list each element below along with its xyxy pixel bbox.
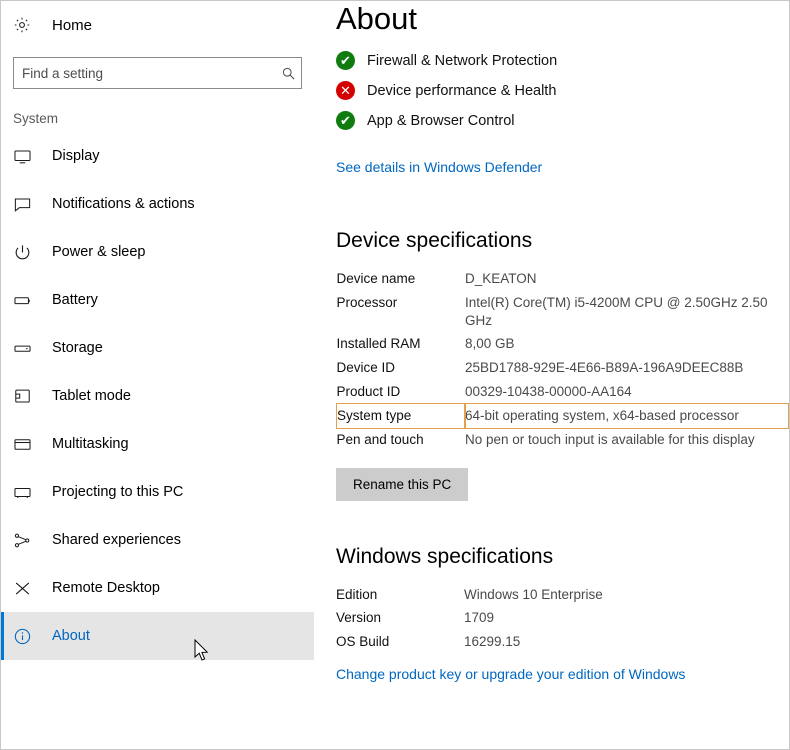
spec-key: System type [337, 404, 466, 428]
sidebar-item-tablet-wrap [1, 372, 314, 420]
power-icon [13, 243, 39, 262]
spec-key: Device ID [336, 360, 396, 376]
page-title: About [336, 1, 418, 36]
sidebar-item-about[interactable] [1, 612, 314, 660]
table-row-highlighted [337, 404, 788, 428]
sidebar-item-shared-experiences[interactable] [1, 516, 314, 564]
table-row [337, 428, 788, 452]
table-row [337, 332, 788, 356]
search-input[interactable] [14, 65, 275, 82]
sidebar-item-projecting-wrap [1, 468, 314, 516]
sidebar-item-power-sleep[interactable] [1, 228, 314, 276]
status-row[interactable] [336, 81, 789, 100]
sidebar-item-label: Power & sleep [52, 244, 146, 260]
sidebar-item-tablet-mode[interactable] [1, 372, 314, 420]
sidebar-item-multitasking[interactable] [1, 420, 314, 468]
sidebar-item-home[interactable] [1, 5, 314, 45]
security-status-list [336, 51, 789, 130]
windows-specifications-heading: Windows specifications [336, 544, 554, 568]
error-circle-icon: ✕ [336, 81, 355, 100]
info-icon [13, 627, 39, 646]
sidebar-item-shared-wrap [1, 516, 314, 564]
spec-value: 8,00 GB [465, 336, 515, 352]
status-label: App & Browser Control [367, 112, 515, 129]
spec-value: Intel(R) Core(TM) i5-4200M CPU @ 2.50GHz 2.50 GHz [465, 294, 768, 328]
check-circle-icon: ✔ [336, 51, 355, 70]
monitor-icon [13, 147, 39, 166]
sidebar-item-label: Projecting to this PC [52, 484, 184, 500]
spec-value: Windows 10 Enterprise [464, 586, 603, 602]
status-row[interactable] [336, 51, 789, 70]
sidebar-item-label: About [52, 628, 90, 644]
search-icon[interactable] [275, 66, 301, 81]
status-label: Firewall & Network Protection [367, 52, 558, 69]
sidebar-item-label: Multitasking [52, 436, 129, 452]
projector-icon [13, 483, 39, 502]
spec-key: Edition [336, 586, 378, 602]
table-row [337, 267, 788, 291]
sidebar-home-label: Home [52, 16, 93, 34]
change-product-key-link[interactable]: Change product key or upgrade your edition of Windows [336, 665, 686, 682]
sidebar-item-label: Display [52, 148, 100, 164]
sidebar-item-battery-wrap [1, 276, 314, 324]
spec-key: Device name [336, 271, 416, 286]
device-specifications-section [336, 229, 789, 501]
sidebar-nav [1, 132, 314, 660]
sidebar-item-display-wrap [1, 132, 314, 180]
search-box[interactable] [13, 57, 302, 89]
sidebar-item-label: Battery [52, 292, 98, 308]
spec-key: Installed RAM [336, 336, 421, 352]
sidebar-item-notifications[interactable] [1, 180, 314, 228]
windows-defender-link[interactable]: See details in Windows Defender [336, 159, 543, 175]
chat-icon [13, 195, 39, 214]
spec-value: No pen or touch input is available for this display [465, 431, 755, 447]
windows-panes-icon [13, 435, 39, 454]
table-row [337, 291, 788, 333]
device-specifications-heading: Device specifications [336, 229, 533, 252]
sidebar-item-display[interactable] [1, 132, 314, 180]
battery-icon [13, 291, 39, 310]
sidebar-item-remote-desktop[interactable] [1, 564, 314, 612]
sidebar-item-notifications-wrap [1, 180, 314, 228]
spec-key: Version [336, 610, 382, 626]
main-content [314, 1, 789, 749]
sidebar-item-storage-wrap [1, 324, 314, 372]
sidebar-section-title: System [13, 111, 59, 126]
sidebar-item-multitasking-wrap [1, 420, 314, 468]
sidebar-item-remote-wrap [1, 564, 314, 612]
sidebar-item-battery[interactable] [1, 276, 314, 324]
sidebar-item-about-wrap [1, 612, 314, 660]
spec-key: Pen and touch [336, 431, 424, 447]
spec-value: 64-bit operating system, x64-based processor [465, 404, 788, 428]
drive-icon [13, 339, 39, 358]
sidebar-item-label: Shared experiences [52, 532, 181, 548]
spec-value: D_KEATON [465, 271, 537, 286]
tablet-icon [13, 387, 39, 406]
sidebar-item-label: Storage [52, 340, 103, 356]
sidebar-item-label: Notifications & actions [52, 196, 195, 212]
windows-specifications-section [336, 545, 789, 684]
spec-key: OS Build [336, 634, 390, 650]
sidebar-item-label: Remote Desktop [52, 580, 160, 596]
sidebar [1, 1, 314, 749]
sidebar-item-storage[interactable] [1, 324, 314, 372]
sidebar-item-power-wrap [1, 228, 314, 276]
spec-value: 16299.15 [464, 634, 521, 650]
gear-icon [13, 16, 39, 34]
spec-key: Processor [336, 294, 398, 310]
table-row [336, 606, 788, 630]
spec-key: Product ID [336, 384, 401, 400]
spec-value: 00329-10438-00000-AA164 [465, 384, 632, 400]
spec-value: 25BD1788-929E-4E66-B89A-196A9DEEC88B [465, 360, 744, 376]
sidebar-item-projecting-to-this-pc[interactable] [1, 468, 314, 516]
sidebar-item-label: Tablet mode [52, 388, 131, 404]
share-icon [13, 531, 39, 550]
table-row [336, 583, 788, 607]
device-specifications-table [336, 267, 788, 452]
spec-value: 1709 [464, 610, 495, 626]
table-row [337, 356, 788, 380]
rename-this-pc-button[interactable]: Rename this PC [336, 468, 468, 501]
windows-specifications-table [336, 583, 788, 654]
table-row [337, 380, 788, 404]
table-row [336, 630, 788, 654]
status-label: Device performance & Health [367, 82, 557, 99]
check-circle-icon: ✔ [336, 111, 355, 130]
remote-desktop-icon [13, 579, 39, 598]
status-row[interactable] [336, 111, 789, 130]
